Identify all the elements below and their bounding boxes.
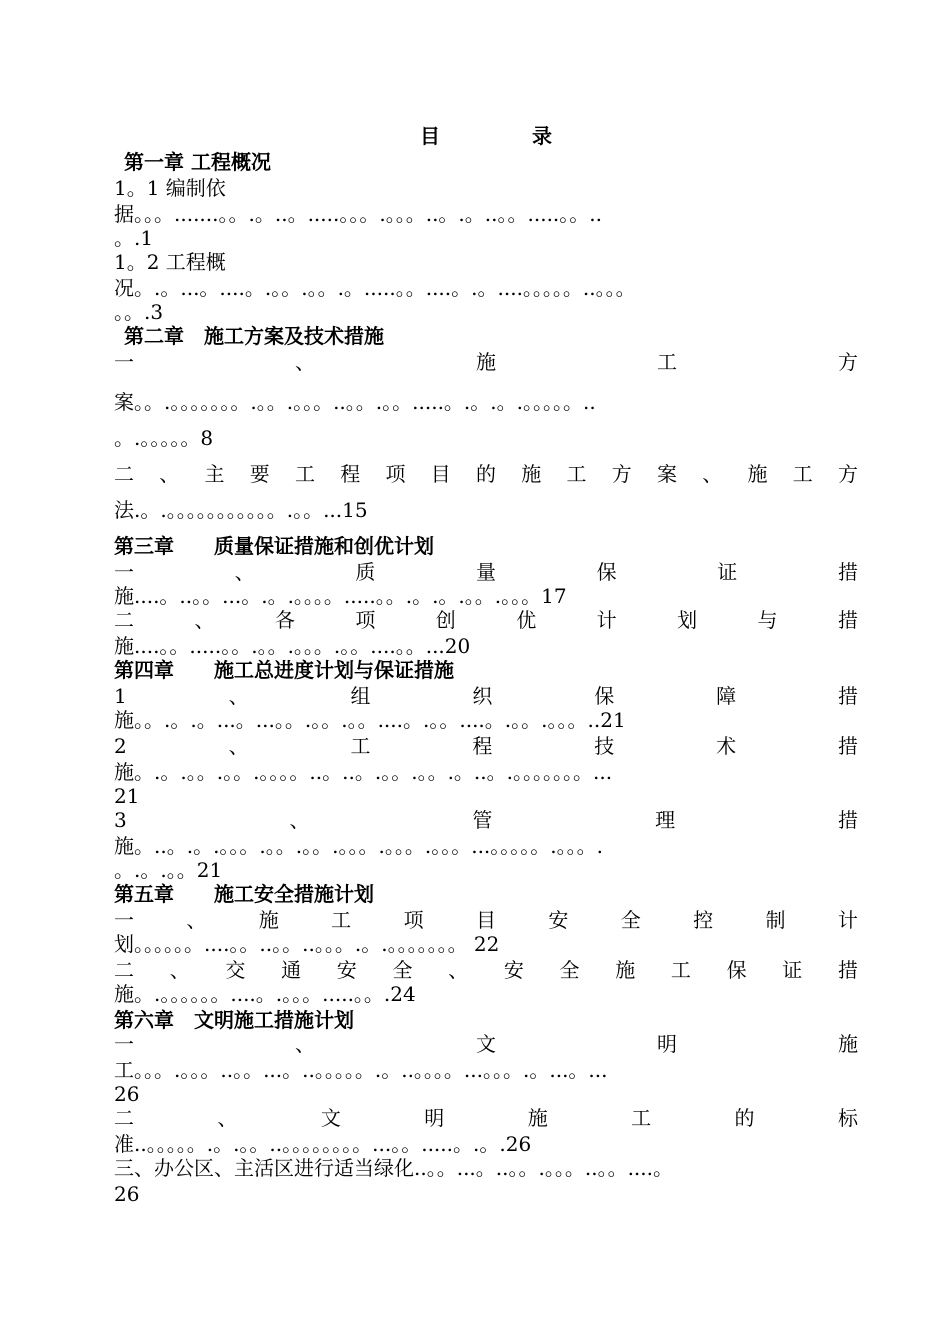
toc-char: 项 bbox=[385, 462, 406, 486]
toc-entry-2-1 bbox=[114, 350, 858, 374]
toc-char: 安 bbox=[503, 958, 524, 982]
toc-char: 、 bbox=[702, 462, 723, 486]
toc-char: 质 bbox=[355, 560, 376, 584]
toc-char: 一 bbox=[114, 560, 134, 584]
toc-entry-6-2-leader: 准..。。。。。.。.。。..。。。。。。。。...。。.....。.。.26 bbox=[114, 1132, 532, 1156]
toc-entry-1-2-leader: 况。.。...。....。.。。.。。.。.....。。....。.。....。。。。。..。。。 bbox=[114, 276, 636, 300]
toc-entry-4-3-leader: 施。..。.。.。。。.。。.。。.。。。.。。。.。。。...。。。。。.。。。. bbox=[114, 834, 604, 858]
toc-char: 计 bbox=[596, 608, 617, 632]
toc-entry-5-2 bbox=[114, 958, 858, 982]
toc-char: 工 bbox=[792, 462, 813, 486]
toc-char: 二 bbox=[114, 608, 134, 632]
chapter-6-heading: 第六章 文明施工措施计划 bbox=[114, 1008, 354, 1032]
toc-char: 工 bbox=[331, 908, 352, 932]
toc-char: 工 bbox=[350, 734, 371, 758]
toc-entry-1-1: 1。1 编制依 bbox=[114, 176, 226, 200]
toc-char: 理 bbox=[655, 808, 676, 832]
toc-char: 障 bbox=[716, 684, 737, 708]
toc-entry-6-1 bbox=[114, 1032, 858, 1056]
toc-char: 方 bbox=[838, 462, 858, 486]
toc-char: 优 bbox=[516, 608, 537, 632]
toc-entry-5-2-leader: 施。.。。。。。。....。.。。。.....。。.24 bbox=[114, 982, 416, 1006]
toc-char: 二 bbox=[114, 958, 134, 982]
toc-char: 方 bbox=[838, 350, 858, 374]
toc-char: 工 bbox=[566, 462, 587, 486]
chapter-1-heading: 第一章 工程概况 bbox=[124, 150, 271, 174]
toc-char: 制 bbox=[765, 908, 786, 932]
toc-char: 、 bbox=[228, 684, 249, 708]
toc-entry-2-2 bbox=[114, 462, 858, 486]
toc-char: 主 bbox=[204, 462, 225, 486]
toc-char: 保 bbox=[726, 958, 747, 982]
toc-entry-6-1-page: 26 bbox=[114, 1082, 140, 1106]
toc-char: 措 bbox=[837, 734, 858, 758]
toc-entry-1-2-page: 。。.3 bbox=[114, 300, 164, 324]
toc-char: 明 bbox=[657, 1032, 677, 1056]
toc-entry-3-1 bbox=[114, 560, 858, 584]
toc-char: 程 bbox=[472, 734, 493, 758]
toc-char: 施 bbox=[615, 958, 636, 982]
toc-char: 项 bbox=[403, 908, 424, 932]
toc-entry-4-3-page: 。.。.。。21 bbox=[114, 858, 223, 882]
toc-entry-6-2 bbox=[114, 1106, 858, 1130]
toc-char: 3 bbox=[114, 808, 127, 832]
toc-char: 的 bbox=[476, 462, 496, 486]
toc-char: 施 bbox=[838, 1032, 858, 1056]
toc-char: 证 bbox=[717, 560, 738, 584]
toc-char: 各 bbox=[274, 608, 295, 632]
toc-char: 、 bbox=[159, 462, 180, 486]
toc-char: 控 bbox=[693, 908, 714, 932]
toc-char: 工 bbox=[657, 350, 677, 374]
chapter-5-heading: 第五章 施工安全措施计划 bbox=[114, 882, 374, 906]
toc-char: 织 bbox=[472, 684, 493, 708]
toc-char: 证 bbox=[782, 958, 803, 982]
toc-char: 案 bbox=[657, 462, 677, 486]
toc-entry-3-2-leader: 施....。。.....。。.。。.。。。.。。....。。...20 bbox=[114, 634, 471, 658]
toc-title-char-1: 目 bbox=[420, 124, 440, 148]
toc-char: 施 bbox=[747, 462, 768, 486]
toc-char: 措 bbox=[837, 608, 858, 632]
toc-char: 、 bbox=[217, 1106, 238, 1130]
toc-entry-5-1 bbox=[114, 908, 858, 932]
toc-char: 目 bbox=[475, 908, 496, 932]
toc-char: 目 bbox=[430, 462, 451, 486]
toc-char: 措 bbox=[837, 560, 858, 584]
toc-char: 量 bbox=[475, 560, 496, 584]
toc-char: 与 bbox=[757, 608, 778, 632]
toc-title-char-2: 录 bbox=[532, 124, 552, 148]
toc-char: 划 bbox=[677, 608, 698, 632]
toc-char: 的 bbox=[734, 1106, 755, 1130]
toc-char: 交 bbox=[225, 958, 246, 982]
toc-char: 全 bbox=[392, 958, 413, 982]
toc-char: 标 bbox=[837, 1106, 858, 1130]
toc-entry-2-1-page: 。.。。。。。8 bbox=[114, 426, 214, 450]
toc-entry-4-1 bbox=[114, 684, 858, 708]
toc-entry-2-2-leader: 法.。.。。。。。。。。。。。.。。...15 bbox=[114, 498, 368, 522]
chapter-4-heading: 第四章 施工总进度计划与保证措施 bbox=[114, 658, 454, 682]
chapter-3-heading: 第三章 质量保证措施和创优计划 bbox=[114, 534, 434, 558]
toc-char: 安 bbox=[336, 958, 357, 982]
toc-char: 二 bbox=[114, 462, 134, 486]
toc-char: 文 bbox=[476, 1032, 496, 1056]
toc-char: 工 bbox=[631, 1106, 652, 1130]
chapter-2-heading: 第二章 施工方案及技术措施 bbox=[124, 324, 384, 348]
toc-entry-4-1-leader: 施。。.。.。...。...。。.。。.。。....。.。。....。.。。.。。。..21 bbox=[114, 708, 626, 732]
toc-char: 施 bbox=[476, 350, 496, 374]
toc-entry-6-3-page: 26 bbox=[114, 1182, 140, 1206]
toc-entry-2-1-leader: 案。。.。。。。。。。.。。.。。。..。。.。。.....。.。.。.。。。。。.. bbox=[114, 390, 596, 414]
toc-entry-1-1-leader: 据。。。.......。。.。..。.....。。。.。。。..。.。..。。.....。。.. bbox=[114, 202, 603, 226]
toc-entry-4-2 bbox=[114, 734, 858, 758]
toc-char: 、 bbox=[228, 734, 249, 758]
toc-char: 全 bbox=[559, 958, 580, 982]
toc-char: 、 bbox=[295, 1032, 315, 1056]
toc-char: 措 bbox=[837, 684, 858, 708]
toc-char: 施 bbox=[527, 1106, 548, 1130]
toc-entry-6-1-leader: 工。。。.。。。..。。...。..。。。。。.。..。。。。...。。。.。...。... bbox=[114, 1058, 608, 1082]
toc-entry-5-1-leader: 划。。。。。。....。。..。。..。。。.。.。。。。。。。 22 bbox=[114, 932, 500, 956]
toc-entry-4-3 bbox=[114, 808, 858, 832]
toc-char: 项 bbox=[355, 608, 376, 632]
toc-entry-1-1-page: 。.1 bbox=[114, 226, 154, 250]
toc-char: 工 bbox=[295, 462, 315, 486]
toc-char: 文 bbox=[320, 1106, 341, 1130]
toc-char: 保 bbox=[596, 560, 617, 584]
toc-entry-3-2 bbox=[114, 608, 858, 632]
toc-entry-4-2-leader: 施。.。.。。.。。.。。。。..。..。.。。.。。.。..。.。。。。。。。... bbox=[114, 760, 613, 784]
toc-char: 、 bbox=[295, 350, 315, 374]
toc-char: 措 bbox=[837, 958, 858, 982]
toc-char: 创 bbox=[435, 608, 456, 632]
toc-entry-1-2: 1。2 工程概 bbox=[114, 250, 226, 274]
toc-char: 2 bbox=[114, 734, 127, 758]
toc-char: 、 bbox=[194, 608, 215, 632]
toc-char: 施 bbox=[521, 462, 542, 486]
toc-entry-4-2-page: 21 bbox=[114, 784, 140, 808]
toc-entry-6-3: 三、办公区、主活区进行适当绿化..。。...。..。。.。。。..。。....。 bbox=[114, 1156, 674, 1180]
toc-char: 措 bbox=[837, 808, 858, 832]
toc-char: 方 bbox=[611, 462, 632, 486]
toc-char: 通 bbox=[281, 958, 302, 982]
toc-char: 保 bbox=[594, 684, 615, 708]
toc-char: 组 bbox=[350, 684, 371, 708]
toc-char: 术 bbox=[716, 734, 737, 758]
toc-entry-3-1-leader: 施....。..。。...。.。.。。。。.....。。.。.。.。。.。。。17 bbox=[114, 584, 567, 608]
toc-char: 程 bbox=[340, 462, 361, 486]
toc-char: 工 bbox=[670, 958, 691, 982]
toc-char: 管 bbox=[472, 808, 493, 832]
toc-char: 明 bbox=[424, 1106, 445, 1130]
toc-char: 、 bbox=[234, 560, 255, 584]
toc-char: 计 bbox=[837, 908, 858, 932]
toc-char: 一 bbox=[114, 350, 134, 374]
toc-char: 全 bbox=[620, 908, 641, 932]
toc-char: 、 bbox=[448, 958, 469, 982]
toc-char: 一 bbox=[114, 1032, 134, 1056]
toc-char: 安 bbox=[548, 908, 569, 932]
toc-char: 、 bbox=[186, 908, 207, 932]
toc-char: 1 bbox=[114, 684, 127, 708]
toc-char: 施 bbox=[258, 908, 279, 932]
toc-char: 一 bbox=[114, 908, 134, 932]
toc-char: 、 bbox=[289, 808, 310, 832]
toc-char: 二 bbox=[114, 1106, 134, 1130]
toc-char: 要 bbox=[249, 462, 270, 486]
toc-char: 、 bbox=[169, 958, 190, 982]
toc-char: 技 bbox=[594, 734, 615, 758]
